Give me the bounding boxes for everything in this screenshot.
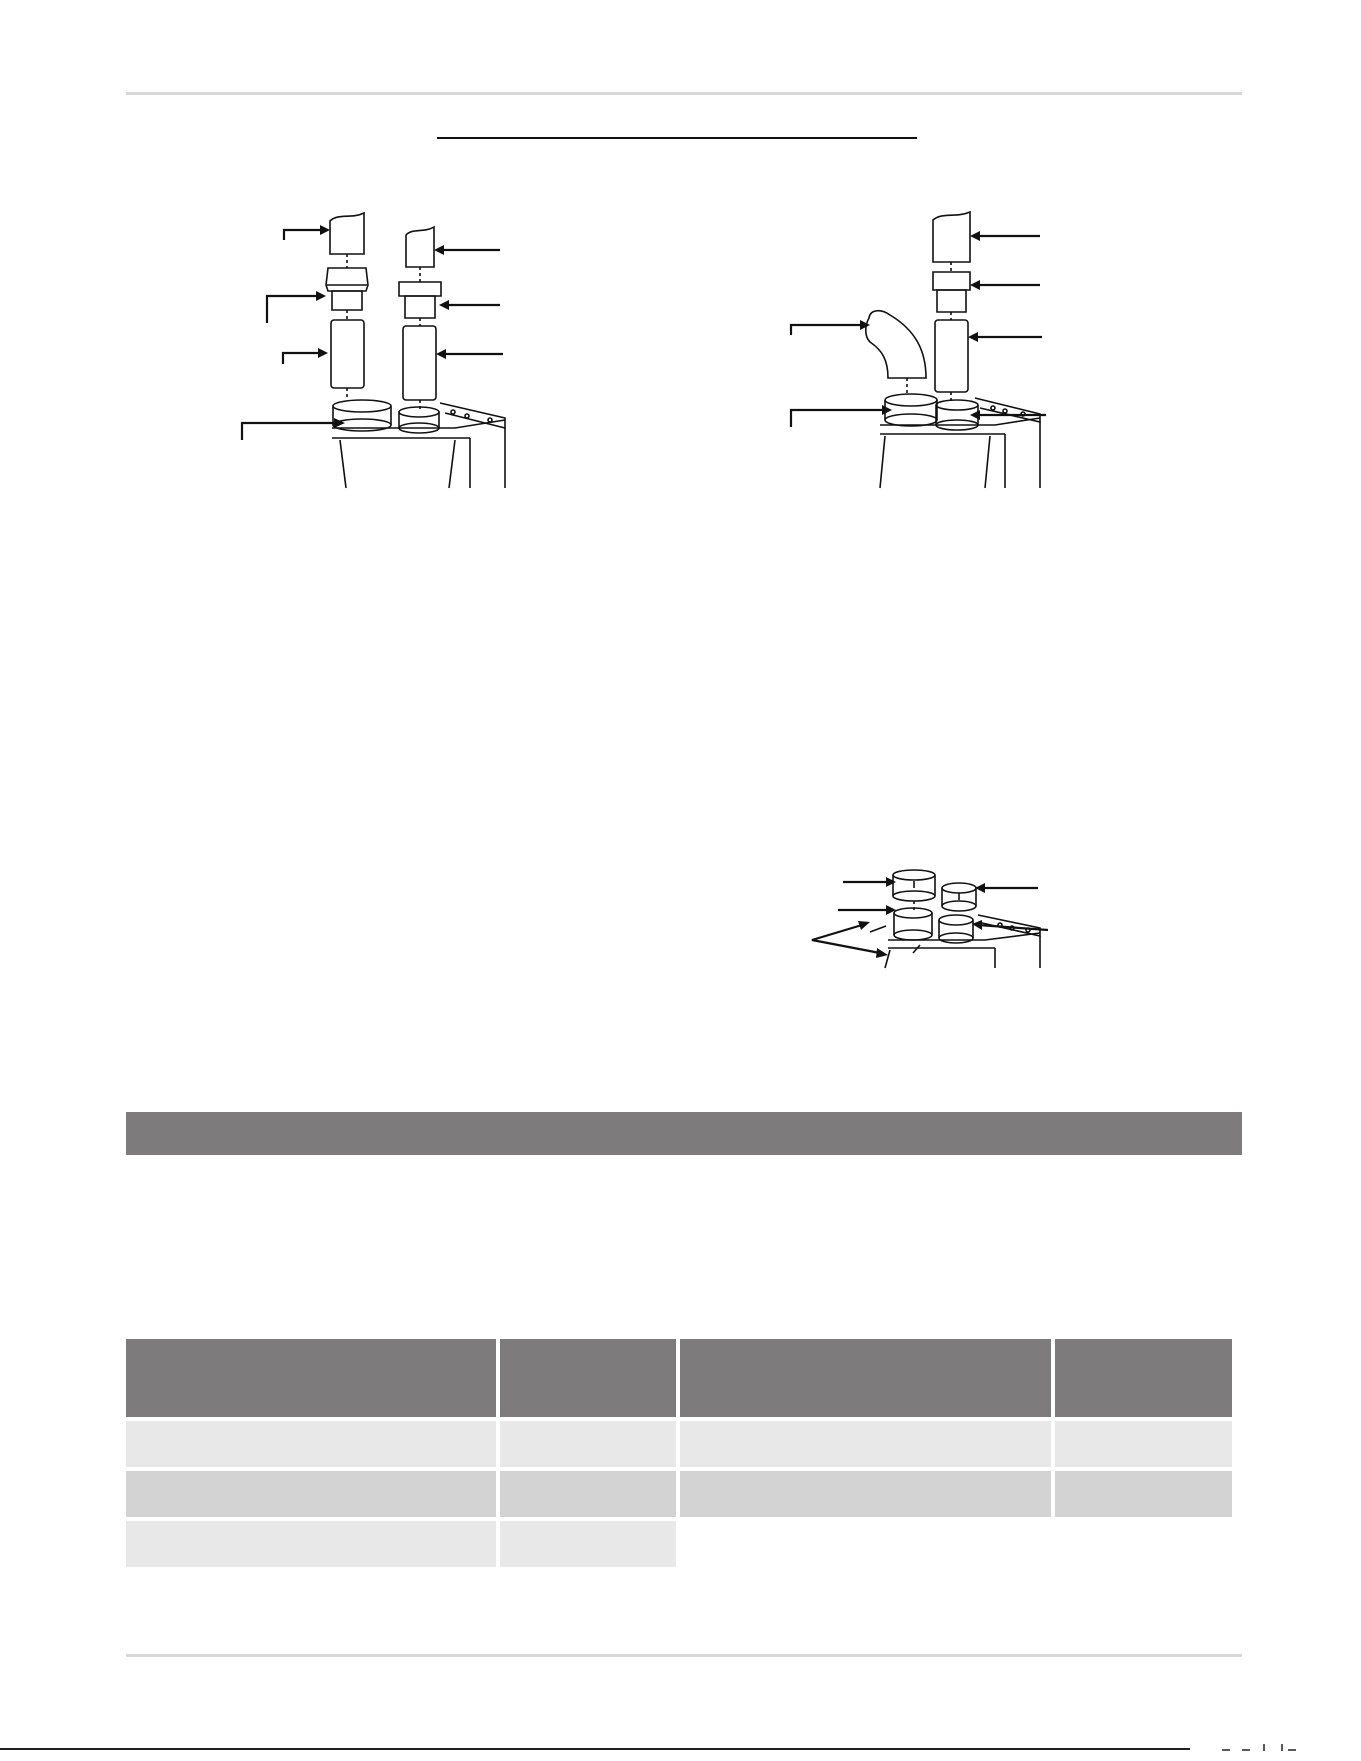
page-title-underline [437, 137, 917, 139]
table-cell [500, 1471, 676, 1517]
table-cell [680, 1421, 1051, 1467]
vent-spec-table [122, 1335, 1236, 1571]
table-cell [126, 1471, 496, 1517]
footer-line [0, 1748, 1190, 1750]
table-header-row [126, 1339, 1232, 1417]
table-cell [126, 1521, 496, 1567]
vent-diagram-two-pipe [240, 205, 520, 495]
vent-diagram-elbow [780, 205, 1060, 495]
table-header-cell [680, 1339, 1051, 1417]
table-header-cell [126, 1339, 496, 1417]
table-header-cell [1055, 1339, 1232, 1417]
section-heading-bar [126, 1112, 1242, 1155]
table-cell-empty [1055, 1521, 1232, 1567]
table-cell [126, 1421, 496, 1467]
vent-diagram-two-pipe-svg [240, 205, 520, 495]
table-cell-empty [680, 1521, 1051, 1567]
table-cell [1055, 1421, 1232, 1467]
footer-marks [1222, 1742, 1302, 1752]
vent-diagram-caps [810, 860, 1050, 970]
table-cell [1055, 1471, 1232, 1517]
bottom-rule [126, 1654, 1242, 1657]
vent-diagram-elbow-svg [780, 205, 1060, 495]
table-cell [500, 1421, 676, 1467]
table-cell [680, 1471, 1051, 1517]
top-rule [126, 92, 1242, 95]
table-row [126, 1521, 1232, 1567]
table-header-cell [500, 1339, 676, 1417]
vent-diagram-caps-svg [810, 860, 1050, 970]
table-cell [500, 1521, 676, 1567]
table-row [126, 1471, 1232, 1517]
table-row [126, 1421, 1232, 1467]
